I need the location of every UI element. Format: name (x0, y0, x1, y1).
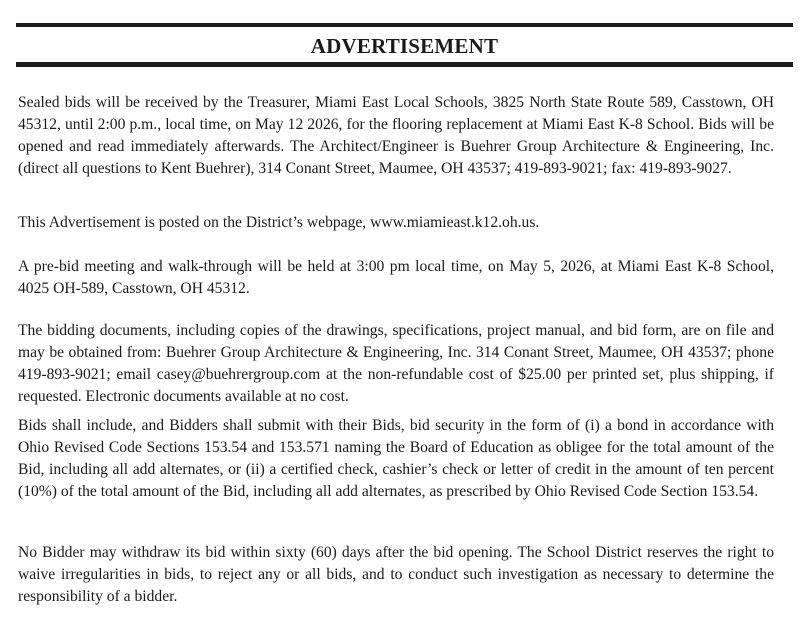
bid-deadline-paragraph: Sealed bids will be received by the Treasurer, Miami East Local Schools, 3825 North State Route 589, Casstown, OH 45312, until 2:00 p.m., local time, on May 12 2026, for the flooring replacement at Miami East K-8 School. Bids will be opened and read immediately afterwards. The Architect/Engineer is Buehrer Group Architecture & Engineering, Inc. (direct all questions to Kent Buehrer), 314 Conant Street, Maumee, OH 43537; 419-893-9021; fax: 419-893-9027. (18, 94, 774, 177)
bidding-documents-paragraph: The bidding documents, including copies of the drawings, specifications, project manual, and bid form, are on file and may be obtained from: Buehrer Group Architecture & Engineering, Inc. 314 Conant Street, Maumee, OH 43537; phone 419-893-9021; email casey@buehrergroup.com at the non-refundable cost of $25.00 per printed set, plus shipping, if requested. Electronic documents available at no cost. (18, 322, 774, 405)
top-rule (16, 23, 793, 27)
withdrawal-paragraph: No Bidder may withdraw its bid within sixty (60) days after the bid opening. The School District reserves the right to waive irregularities in bids, to reject any or all bids, and to conduct such investigation as necessary to determine the responsibility of a bidder. (18, 544, 774, 605)
page-title: ADVERTISEMENT (310, 34, 499, 58)
bid-security-paragraph: Bids shall include, and Bidders shall submit with their Bids, bid security in the form of (i) a bond in accordance with Ohio Revised Code Sections 153.54 and 153.571 naming the Board of Education as obligee for the total amount of the Bid, including all add alternates, or (ii) a certified check, cashier’s check or letter of credit in the amount of ten percent (10%) of the total amount of the Bid, including all add alternates, as prescribed by Ohio Revised Code Section 153.54. (18, 417, 774, 500)
webpage-notice-paragraph: This Advertisement is posted on the District’s webpage, www.miamieast.k12.oh.us. (18, 214, 540, 231)
pre-bid-meeting-paragraph: A pre-bid meeting and walk-through will be held at 3:00 pm local time, on May 5, 2026, at Miami East K-8 School, 4025 OH-589, Casstown, OH 45312. (18, 258, 774, 297)
bottom-rule (16, 62, 793, 67)
